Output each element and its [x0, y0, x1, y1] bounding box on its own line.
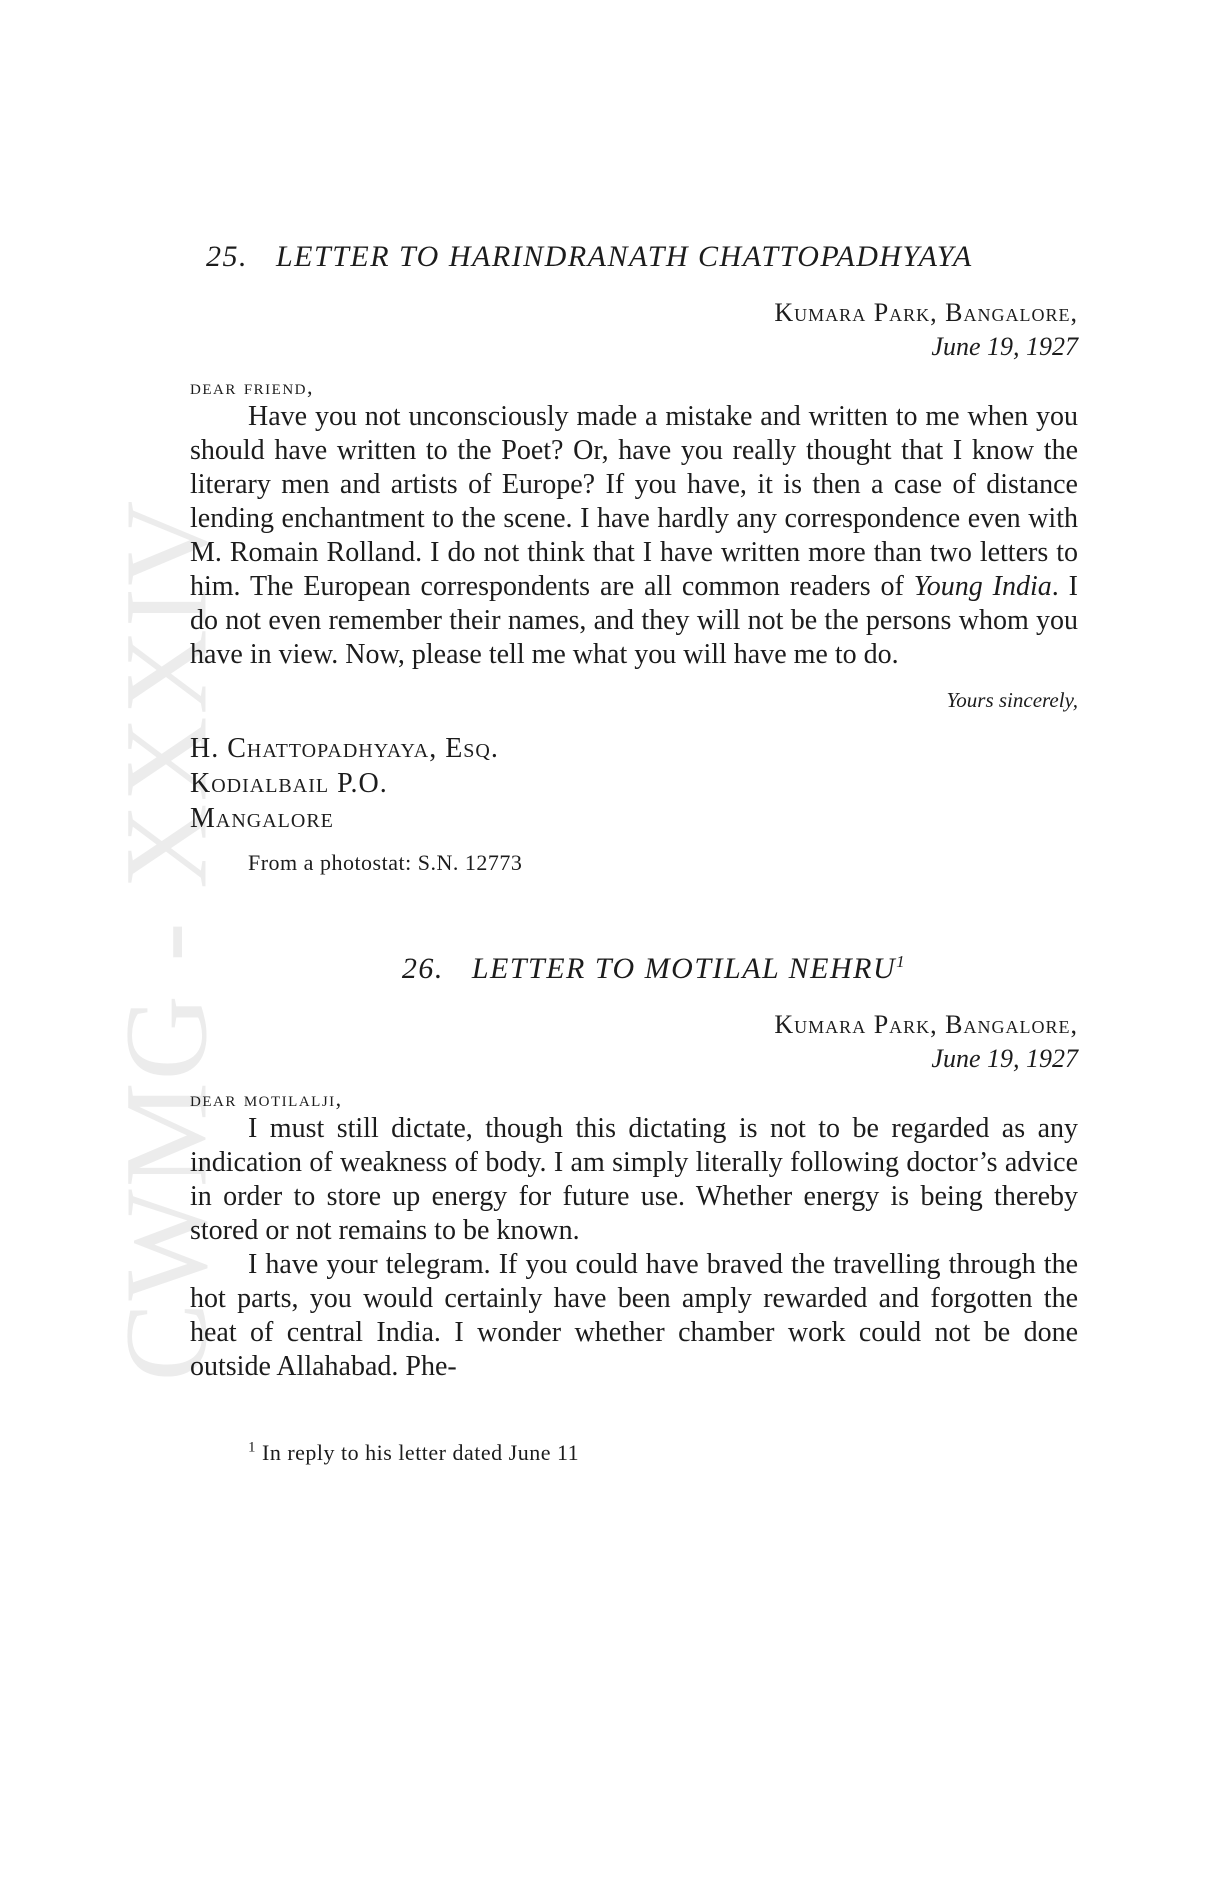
watermark-text: CWMG - XXXIV: [100, 498, 232, 1382]
letter-25-heading: [190, 240, 1078, 274]
letter-25-title: LETTER TO HARINDRANATH CHATTOPADHYAYA: [276, 240, 973, 273]
letter-26-salutation: dear motilalji,: [190, 1086, 343, 1111]
letter-25-number: 25.: [206, 240, 248, 273]
letter-25-place-date: [190, 296, 1078, 364]
letter-25-body-part2: . I do not even remember their names, and they will not be the persons whom you have in view. Now, please tell me what you will have me to do.: [190, 571, 1079, 670]
letter-25-date: June 19, 1927: [931, 332, 1078, 361]
letter-25-body-part1: Have you not unconsciously made a mistake and written to me when you should have written to the Poet? Or, have you really thought that I know the literary men and artists of Europe? If you have, it is then a case of distance lending enchantment to the scene. I have hardly any correspondence even with M. Romain Rolland. I do not think that I have written more than two letters to him. The European correspondents are all common readers of: [190, 401, 1078, 602]
letter-25: [190, 240, 1078, 876]
letter-25-source: From a photostat: S.N. 12773: [248, 850, 523, 875]
letter-25-salutation: dear friend,: [190, 374, 315, 399]
letter-25-addressee: [190, 731, 1078, 836]
letter-25-place: Kumara Park, Bangalore,: [774, 298, 1078, 327]
letter-26-place-date: [190, 1008, 1078, 1076]
addressee-line: Kodialbail P.O.: [190, 768, 388, 799]
footnote-reference: 1: [896, 952, 907, 971]
letter-26-heading: [190, 952, 1078, 986]
addressee-line: Mangalore: [190, 803, 334, 834]
letter-26-title: LETTER TO MOTILAL NEHRU: [471, 952, 897, 985]
letter-25-body: [190, 400, 1078, 672]
footnote: [190, 1440, 1078, 1466]
letter-26-number: 26.: [401, 952, 444, 985]
letter-26-paragraph-1: I must still dictate, though this dictating is not to be regarded as any indication of weakness of body. I am simply literally following doctor’s advice in order to store up energy for future use. Whether energy is being thereby stored or not remains to be known.: [190, 1113, 1078, 1246]
document-page: [190, 240, 1078, 1466]
letter-26-place: Kumara Park, Bangalore,: [774, 1010, 1078, 1039]
letter-26-paragraph-2: I have your telegram. If you could have braved the travelling through the hot parts, you would certainly have been amply rewarded and forgotten the heat of central India. I wonder whether chamber work could not be done outside Allahabad. Phe-: [190, 1249, 1078, 1382]
letter-26-date: June 19, 1927: [931, 1044, 1078, 1073]
addressee-line: H. Chattopadhyaya, Esq.: [190, 733, 499, 764]
letter-25-closing: Yours sincerely,: [946, 688, 1078, 712]
footnote-mark: 1: [248, 1439, 256, 1456]
letter-26: [190, 952, 1078, 1384]
footnote-text: In reply to his letter dated June 11: [262, 1440, 580, 1465]
letter-25-body-italic: Young India: [913, 571, 1052, 602]
